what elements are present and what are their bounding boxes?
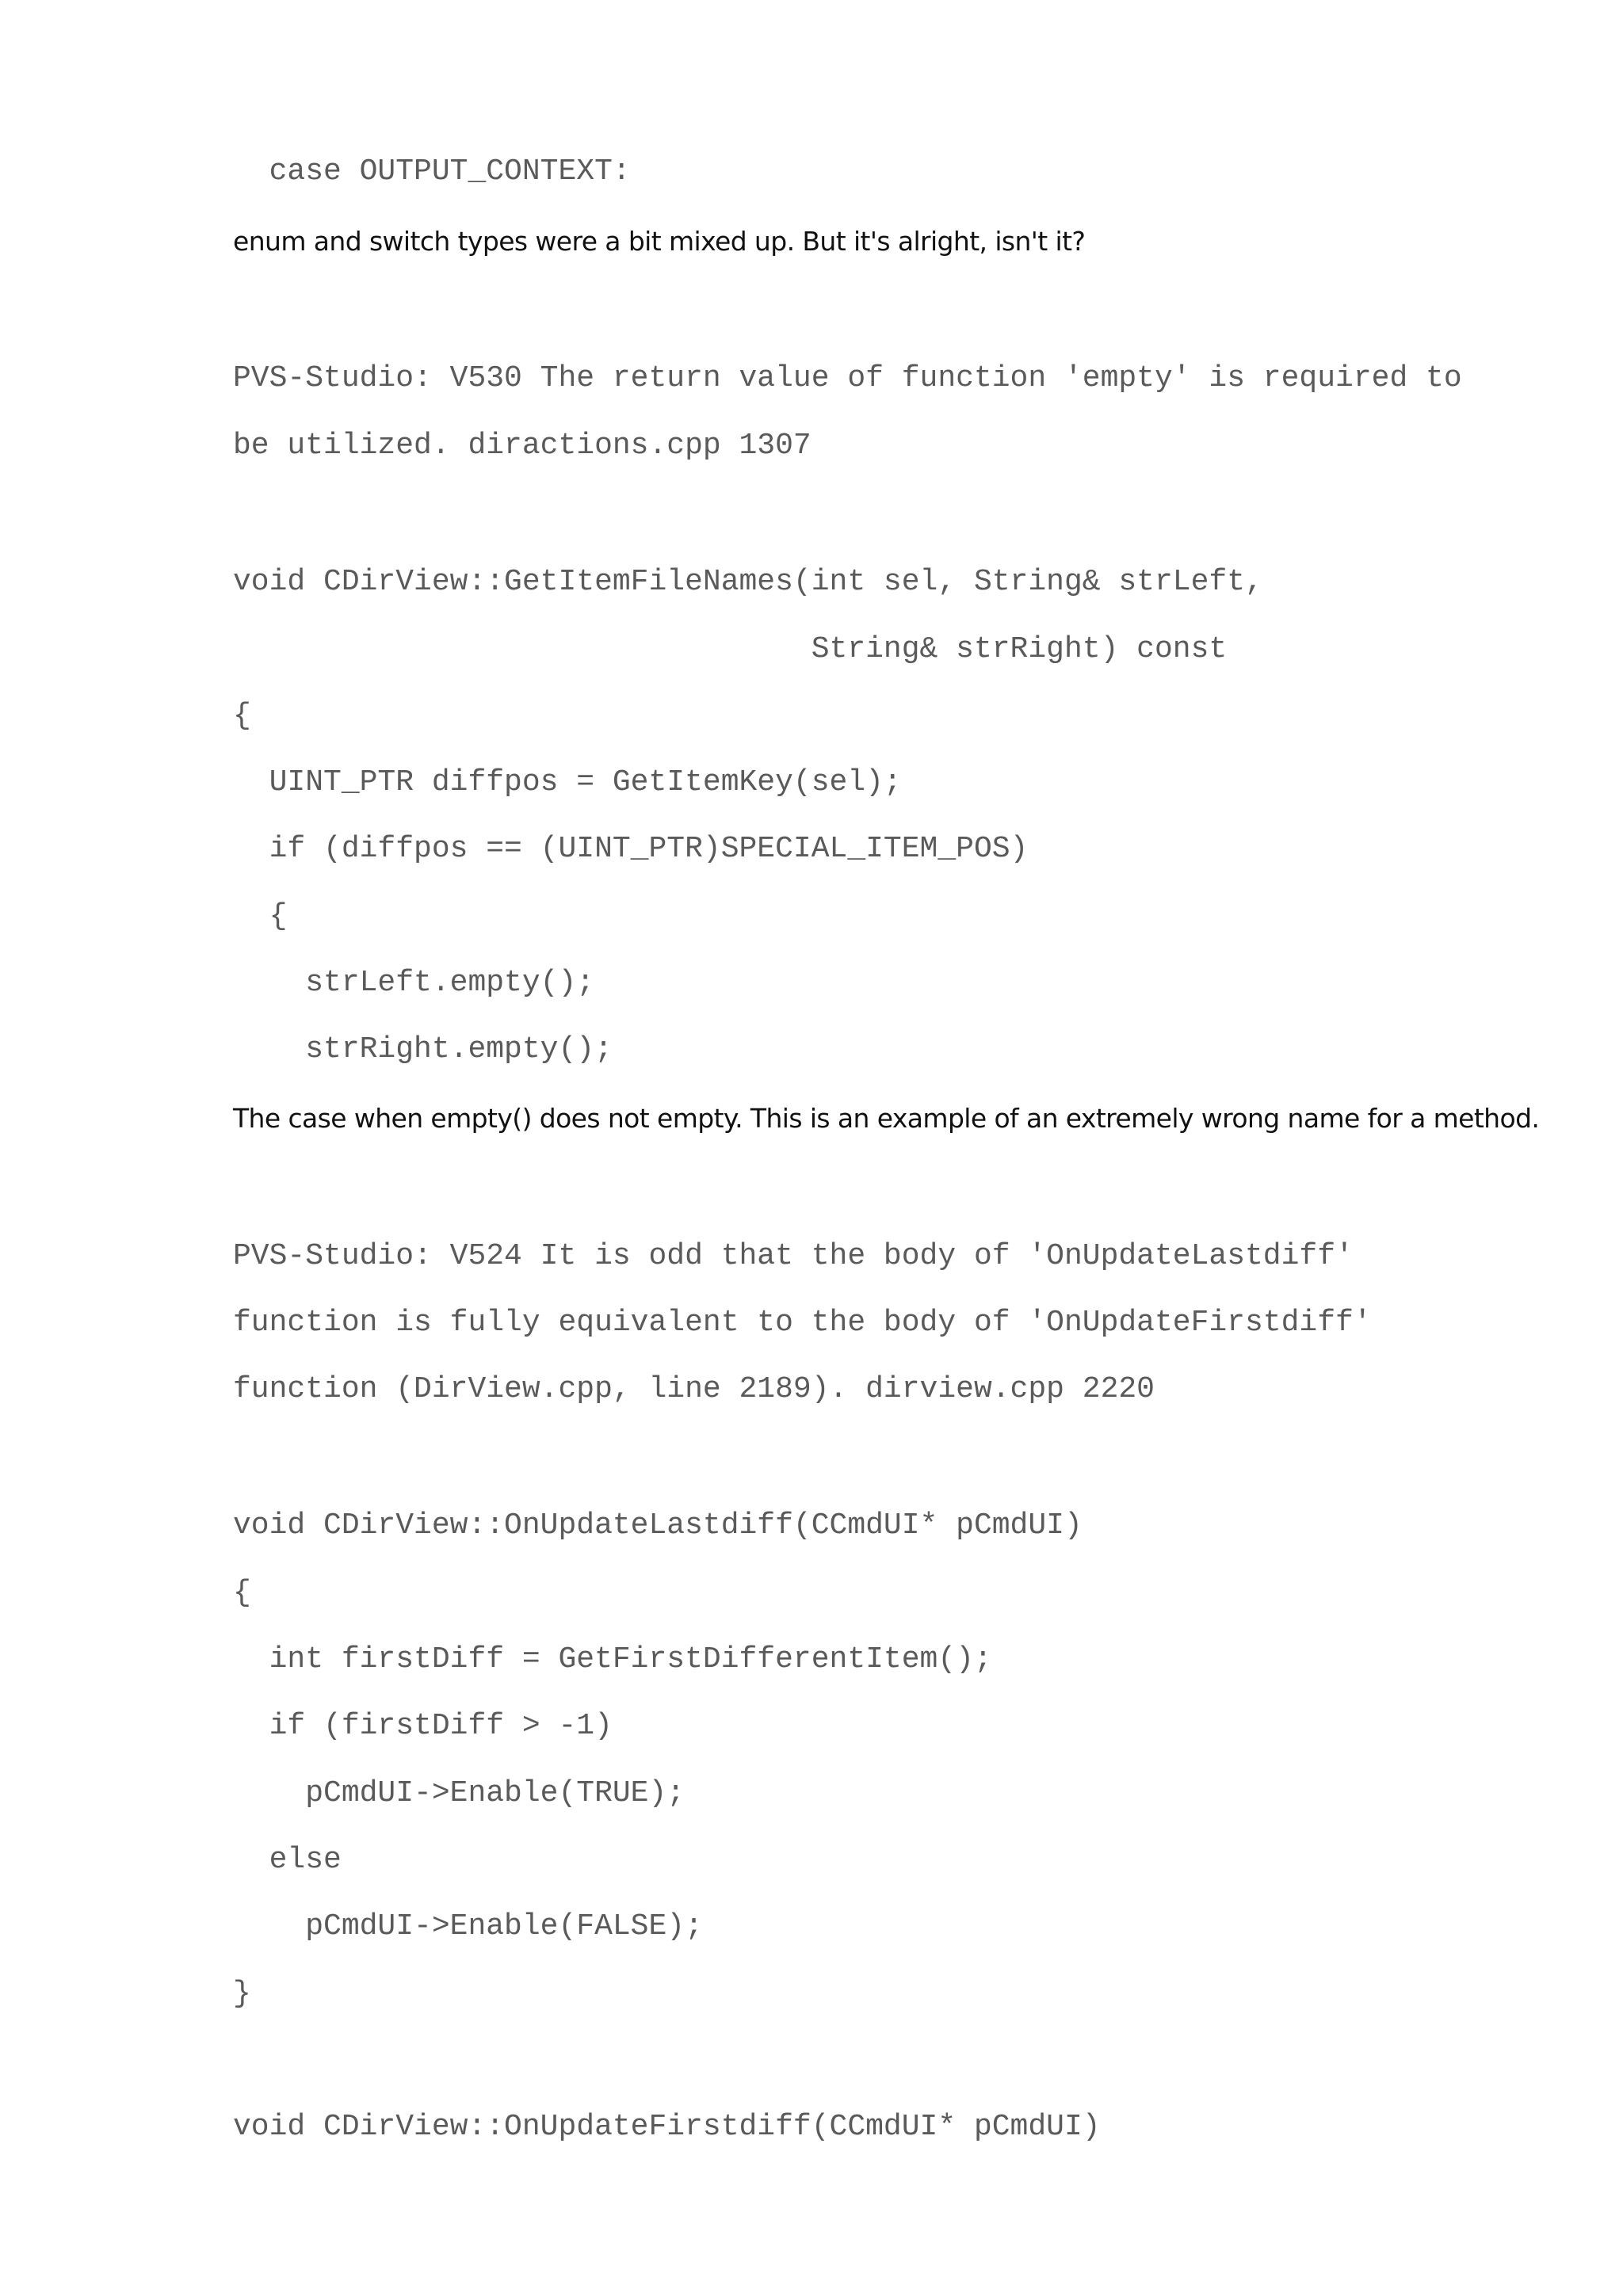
analyzer-warning-line: be utilized. diractions.cpp 1307 bbox=[233, 429, 812, 463]
analyzer-warning-line: function is fully equivalent to the body of 'OnUpdateFirstdiff' bbox=[233, 1306, 1372, 1340]
code-line: void CDirView::OnUpdateFirstdiff(CCmdUI* pCmdUI) bbox=[233, 2110, 1101, 2144]
code-line: UINT_PTR diffpos = GetItemKey(sel); bbox=[233, 765, 902, 799]
code-line: void CDirView::GetItemFileNames(int sel, String& strLeft, bbox=[233, 565, 1263, 599]
code-line: strLeft.empty(); bbox=[233, 966, 595, 1000]
commentary-text: enum and switch types were a bit mixed up. But it's alright, isn't it? bbox=[233, 226, 1086, 257]
code-line: else bbox=[233, 1843, 342, 1877]
code-line: } bbox=[233, 1977, 251, 2011]
code-line: int firstDiff = GetFirstDifferentItem(); bbox=[233, 1642, 992, 1676]
code-line: void CDirView::OnUpdateLastdiff(CCmdUI* pCmdUI) bbox=[233, 1508, 1083, 1543]
code-line: if (diffpos == (UINT_PTR)SPECIAL_ITEM_POS) bbox=[233, 832, 1029, 866]
code-line: strRight.empty(); bbox=[233, 1032, 613, 1066]
commentary-text: The case when empty() does not empty. This is an example of an extremely wrong name for a method. bbox=[233, 1103, 1540, 1134]
code-line: if (firstDiff > -1) bbox=[233, 1709, 613, 1743]
code-line: pCmdUI->Enable(TRUE); bbox=[233, 1776, 685, 1810]
code-line: { bbox=[233, 1576, 251, 1610]
analyzer-warning-line: PVS-Studio: V524 It is odd that the body of 'OnUpdateLastdiff' bbox=[233, 1239, 1354, 1273]
code-line: pCmdUI->Enable(FALSE); bbox=[233, 1909, 703, 1943]
analyzer-warning-line: PVS-Studio: V530 The return value of function 'empty' is required to bbox=[233, 361, 1462, 395]
code-line: String& strRight) const bbox=[233, 632, 1228, 666]
analyzer-warning-line: function (DirView.cpp, line 2189). dirview.cpp 2220 bbox=[233, 1372, 1155, 1406]
code-line: { bbox=[233, 699, 251, 733]
code-line: case OUTPUT_CONTEXT: bbox=[233, 154, 631, 189]
code-line: { bbox=[233, 899, 288, 933]
